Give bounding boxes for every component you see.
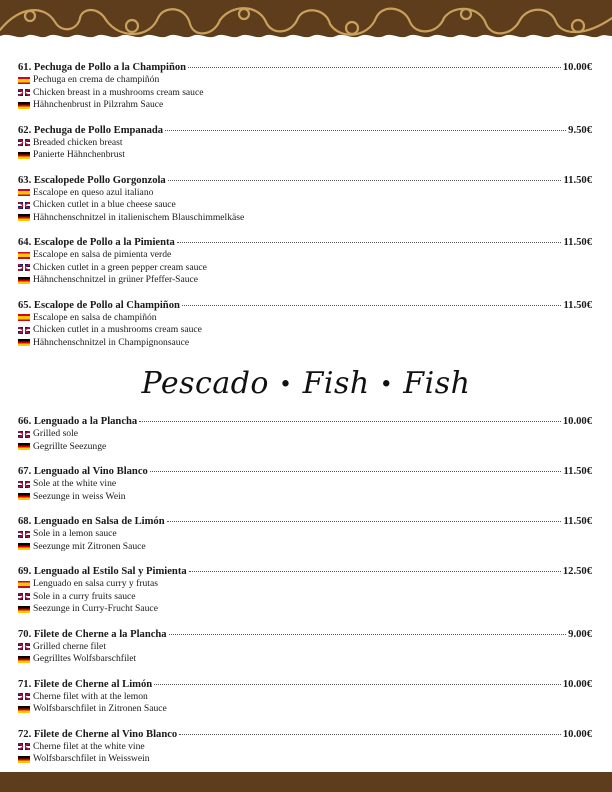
menu-item-description: [18, 441, 592, 454]
menu-item-price: 9.00€: [568, 628, 592, 640]
dot-leader: [182, 305, 562, 306]
description-text: Wolfsbarschfilet in Zitronen Sauce: [33, 703, 167, 714]
menu-item-title: Filete de Cherne al Vino Blanco: [33, 728, 178, 740]
uk-flag-icon: [18, 481, 30, 488]
menu-item-header: [18, 628, 592, 641]
menu-item: [18, 465, 592, 503]
menu-item-header: [18, 565, 592, 578]
germany-flag-icon: [18, 756, 30, 763]
menu-item-description: [18, 491, 592, 504]
dot-leader: [168, 180, 562, 181]
description-text: Chicken cutlet in a blue cheese sauce: [33, 199, 176, 210]
description-text: Wolfsbarschfilet in Weisswein: [33, 753, 150, 764]
menu-item-header: [18, 465, 592, 478]
uk-flag-icon: [18, 264, 30, 271]
menu-item-description: [18, 199, 592, 212]
uk-flag-cross: [18, 327, 30, 334]
menu-item-title: Filete de Cherne al Limón: [33, 678, 153, 690]
menu-item-number: 72.: [18, 728, 32, 740]
description-text: Seezunge mit Zitronen Sauce: [33, 540, 146, 552]
germany-flag-icon: [18, 706, 30, 713]
menu-item-title: Lenguado al Vino Blanco: [33, 466, 148, 477]
menu-item-description: [18, 541, 592, 554]
menu-item: [18, 124, 592, 162]
menu-item-number: 62.: [18, 124, 32, 136]
menu-item-description: [18, 478, 592, 491]
description-text: Sole in a lemon sauce: [33, 528, 117, 539]
dot-leader: [188, 67, 561, 68]
dot-leader: [165, 130, 566, 131]
menu-item-number: 70.: [18, 628, 32, 640]
section-title-part3: Fish: [403, 366, 471, 401]
menu-item-title: Lenguado en Salsa de Limón: [33, 516, 165, 527]
germany-flag-icon: [18, 277, 30, 284]
description-text: Escalope en salsa de champiñón: [33, 311, 157, 323]
menu-item-description: [18, 312, 592, 325]
menu-item-number: 68.: [18, 516, 32, 527]
germany-flag-icon: [18, 214, 30, 221]
menu-item-name: [18, 515, 165, 528]
menu-item-description: [18, 653, 592, 666]
description-text: Escalope en salsa de pimienta verde: [33, 249, 172, 260]
uk-flag-cross: [18, 202, 30, 209]
uk-flag-cross: [18, 89, 30, 96]
uk-flag-cross: [18, 643, 30, 650]
menu-item-price: 12.50€: [562, 566, 592, 577]
menu-item-description: [18, 324, 592, 337]
menu-item-name: [18, 299, 180, 312]
menu-item-number: 67.: [18, 466, 32, 477]
section-separator-1: •: [279, 372, 293, 398]
dot-leader: [139, 421, 561, 422]
menu-item: [18, 628, 592, 666]
menu-item-name: [18, 415, 137, 428]
menu-item-name: [18, 565, 187, 578]
uk-flag-cross: [18, 264, 30, 271]
description-text: Grilled sole: [33, 428, 79, 439]
menu-item-description: [18, 274, 592, 287]
menu-item-number: 65.: [18, 299, 32, 311]
menu-item-header: [18, 515, 592, 528]
menu-item-price: 10.00€: [562, 62, 592, 73]
section-title-fish: [0, 366, 612, 401]
description-text: Grilled cherne filet: [33, 640, 106, 652]
menu-item-header: [18, 728, 592, 741]
menu-item: [18, 415, 592, 453]
germany-flag-icon: [18, 493, 30, 500]
menu-item-name: [18, 628, 167, 641]
description-text: Gegrillte Seezunge: [33, 440, 107, 452]
uk-flag-icon: [18, 139, 30, 146]
menu-item-price: 11.50€: [563, 466, 592, 477]
menu-item-header: [18, 124, 592, 137]
menu-item-name: [18, 236, 175, 249]
description-text: Chicken cutlet in a mushrooms cream sauce: [33, 324, 202, 335]
ornamental-header-band: [0, 0, 612, 44]
dot-leader: [167, 521, 562, 522]
menu-item-description: [18, 212, 592, 225]
spain-flag-icon: [18, 581, 30, 588]
menu-item: [18, 299, 592, 350]
menu-item-description: [18, 187, 592, 200]
description-text: Escalope en queso azul italiano: [33, 186, 154, 198]
menu-item-description: [18, 528, 592, 541]
menu-item-title: Lenguado al Estilo Sal y Pimienta: [33, 566, 187, 577]
menu-item-description: [18, 753, 592, 766]
menu-item-description: [18, 741, 592, 754]
uk-flag-cross: [18, 743, 30, 750]
germany-flag-icon: [18, 543, 30, 550]
menu-item-title: Escalopede Pollo Gorgonzola: [33, 174, 166, 186]
description-text: Sole at the white vine: [33, 478, 117, 489]
poultry-items: [18, 61, 592, 349]
dot-leader: [154, 684, 561, 685]
dot-leader: [150, 471, 562, 472]
menu-item-description: [18, 691, 592, 704]
menu-item-price: 11.50€: [563, 299, 592, 311]
menu-item: [18, 678, 592, 716]
uk-flag-cross: [18, 431, 30, 438]
menu-item-number: 69.: [18, 566, 32, 577]
menu-item: [18, 61, 592, 112]
uk-flag-cross: [18, 481, 30, 488]
menu-item-title: Lenguado a la Plancha: [33, 416, 138, 427]
uk-flag-icon: [18, 531, 30, 538]
menu-item-description: [18, 578, 592, 591]
menu-item-header: [18, 299, 592, 312]
menu-item-description: [18, 149, 592, 162]
menu-item: [18, 236, 592, 287]
description-text: Hähnchenbrust in Pilzrahm Sauce: [33, 99, 164, 110]
description-text: Chicken cutlet in a green pepper cream sauce: [33, 261, 207, 273]
description-text: Panierte Hähnchenbrust: [33, 149, 125, 160]
menu-item-number: 71.: [18, 678, 32, 690]
menu-item-description: [18, 99, 592, 112]
menu-item-number: 64.: [18, 237, 32, 248]
description-text: Hähnchenschnitzel in grüner Pfeffer-Sauce: [33, 274, 199, 285]
description-text: Chicken breast in a mushrooms cream sauce: [33, 86, 204, 98]
footer-band: [0, 772, 612, 792]
uk-flag-icon: [18, 327, 30, 334]
uk-flag-icon: [18, 693, 30, 700]
menu-item-title: Escalope de Pollo a la Pimienta: [33, 237, 175, 248]
spain-flag-icon: [18, 252, 30, 259]
menu-content: [18, 61, 592, 778]
menu-item-description: [18, 428, 592, 441]
description-text: Seezunge in Curry-Frucht Sauce: [33, 603, 158, 614]
menu-item-description: [18, 603, 592, 616]
menu-item-title: Escalope de Pollo al Champiñon: [33, 299, 180, 311]
dot-leader: [177, 242, 562, 243]
uk-flag-cross: [18, 531, 30, 538]
description-text: Sole in a curry fruits sauce: [33, 590, 136, 602]
menu-item-title: Pechuga de Pollo Empanada: [33, 124, 164, 136]
menu-item-name: [18, 728, 177, 741]
menu-item-price: 10.00€: [562, 678, 592, 690]
germany-flag-icon: [18, 152, 30, 159]
germany-flag-icon: [18, 606, 30, 613]
section-title-part2: Fish: [302, 366, 370, 401]
menu-item-name: [18, 465, 148, 478]
ornament-scroll-pattern: [0, 0, 612, 44]
description-text: Lenguado en salsa curry y frutas: [33, 578, 158, 589]
description-text: Cherne filet at the white vine: [33, 740, 145, 752]
menu-item-description: [18, 641, 592, 654]
menu-item-description: [18, 591, 592, 604]
germany-flag-icon: [18, 443, 30, 450]
uk-flag-icon: [18, 643, 30, 650]
menu-item-description: [18, 249, 592, 262]
menu-item-name: [18, 678, 152, 691]
section-title-part1: Pescado: [141, 366, 269, 401]
dot-leader: [169, 634, 567, 635]
menu-item-price: 10.00€: [562, 416, 592, 427]
uk-flag-icon: [18, 431, 30, 438]
menu-item-header: [18, 415, 592, 428]
uk-flag-icon: [18, 593, 30, 600]
description-text: Breaded chicken breast: [33, 136, 123, 148]
spain-flag-icon: [18, 314, 30, 321]
description-text: Cherne filet with at the lemon: [33, 690, 148, 702]
menu-item-name: [18, 174, 166, 187]
dot-leader: [179, 734, 561, 735]
menu-item-number: 66.: [18, 416, 32, 427]
dot-leader: [189, 571, 561, 572]
menu-item: [18, 515, 592, 553]
menu-item-price: 11.50€: [563, 237, 592, 248]
menu-item: [18, 728, 592, 766]
menu-item-header: [18, 678, 592, 691]
menu-item-price: 10.00€: [562, 728, 592, 740]
menu-item: [18, 174, 592, 225]
uk-flag-icon: [18, 89, 30, 96]
menu-item-title: Pechuga de Pollo a la Champiñon: [33, 62, 187, 73]
menu-item-description: [18, 703, 592, 716]
spain-flag-icon: [18, 189, 30, 196]
uk-flag-cross: [18, 139, 30, 146]
description-text: Seezunge in weiss Wein: [33, 490, 126, 502]
menu-item-title: Filete de Cherne a la Plancha: [33, 628, 167, 640]
uk-flag-icon: [18, 743, 30, 750]
description-text: Pechuga en crema de champiñón: [33, 74, 160, 85]
menu-item-number: 61.: [18, 62, 32, 73]
description-text: Gegrilltes Wolfsbarschfilet: [33, 653, 137, 664]
menu-item-description: [18, 74, 592, 87]
menu-item-description: [18, 137, 592, 150]
uk-flag-cross: [18, 593, 30, 600]
menu-item-name: [18, 124, 163, 137]
menu-item-header: [18, 61, 592, 74]
menu-item-description: [18, 87, 592, 100]
description-text: Hähnchenschnitzel in Champignonsauce: [33, 336, 190, 348]
germany-flag-icon: [18, 339, 30, 346]
fish-items: [18, 415, 592, 766]
menu-item-header: [18, 174, 592, 187]
section-separator-2: •: [379, 372, 394, 398]
menu-item-price: 11.50€: [563, 516, 592, 527]
menu-item-header: [18, 236, 592, 249]
menu-item: [18, 565, 592, 616]
menu-item-price: 11.50€: [563, 174, 592, 186]
menu-item-price: 9.50€: [568, 124, 592, 136]
menu-item-name: [18, 61, 186, 74]
spain-flag-icon: [18, 77, 30, 84]
menu-item-description: [18, 337, 592, 350]
uk-flag-icon: [18, 202, 30, 209]
menu-item-number: 63.: [18, 174, 32, 186]
uk-flag-cross: [18, 693, 30, 700]
germany-flag-icon: [18, 656, 30, 663]
germany-flag-icon: [18, 102, 30, 109]
description-text: Hähnchenschnitzel in italienischem Blauschimmelkäse: [33, 211, 245, 223]
menu-item-description: [18, 262, 592, 275]
